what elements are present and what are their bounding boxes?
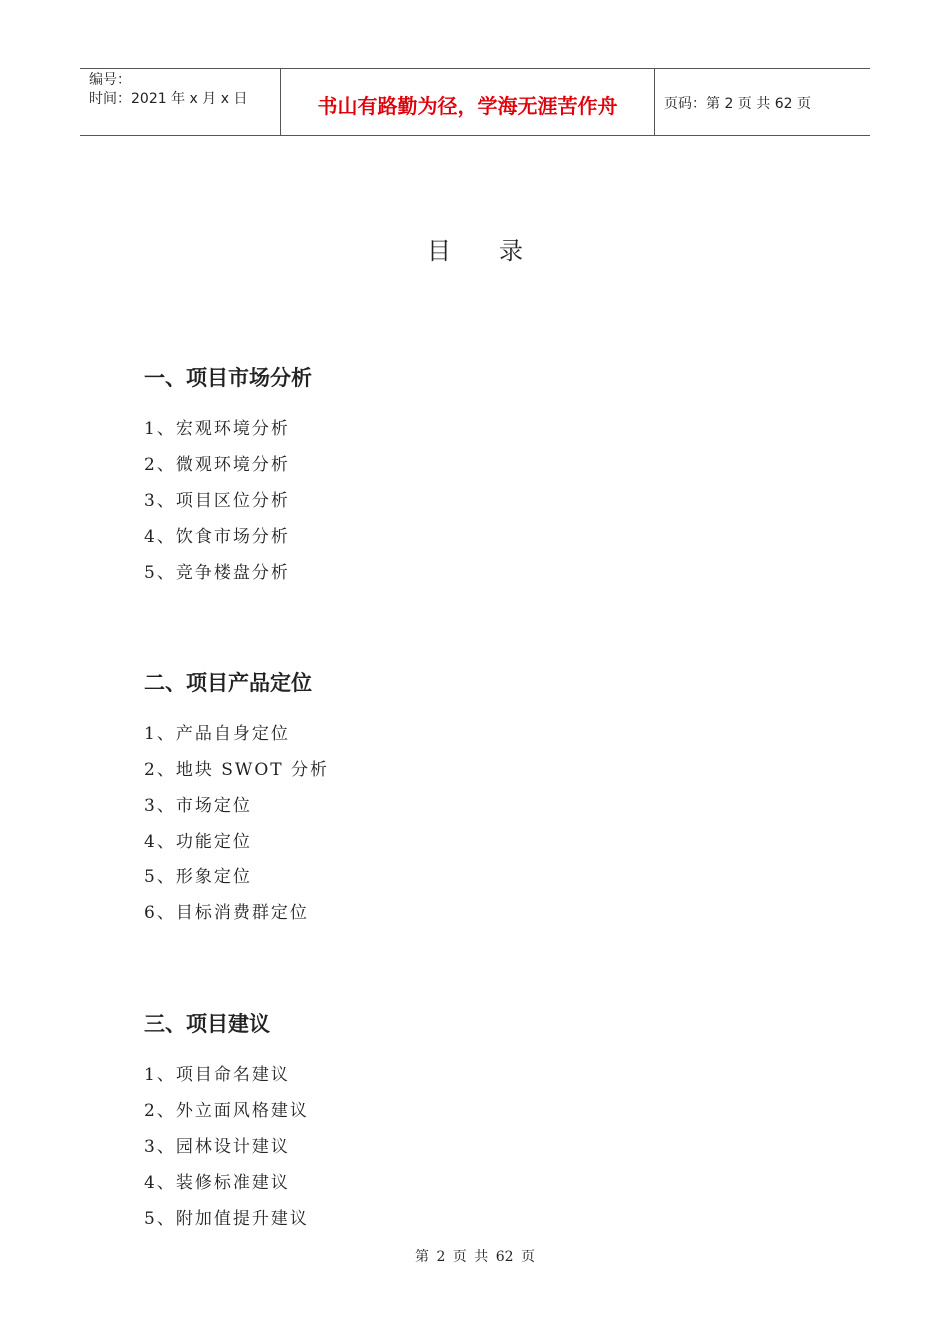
section-heading-project-suggestions: 三、项目建议 [144,1012,270,1036]
section-heading-product-positioning: 二、项目产品定位 [144,671,312,695]
toc-item: 5、竞争楼盘分析 [144,563,290,583]
toc-item: 1、宏观环境分析 [144,419,290,439]
page-footer: 第 2 页 共 62 页 [415,1249,535,1265]
page-header [80,68,870,136]
toc-item: 4、装修标准建议 [144,1173,290,1193]
toc-title: 目录 [427,237,571,265]
document-time-label: 时间：2021 年 x 月 x 日 [89,91,248,107]
toc-item: 5、附加值提升建议 [144,1209,309,1229]
toc-item: 3、园林设计建议 [144,1137,290,1157]
toc-item: 1、项目命名建议 [144,1065,290,1085]
toc-item: 1、产品自身定位 [144,724,290,744]
toc-item: 4、饮食市场分析 [144,527,290,547]
toc-item: 2、微观环境分析 [144,455,290,475]
toc-item: 3、市场定位 [144,796,252,816]
toc-item: 3、项目区位分析 [144,491,290,511]
toc-item: 2、外立面风格建议 [144,1101,309,1121]
toc-item: 5、形象定位 [144,867,252,887]
header-meta [80,69,281,135]
header-motto: 书山有路勤为径，学海无涯苦作舟 [281,69,655,135]
section-heading-market-analysis: 一、项目市场分析 [144,366,312,390]
header-page-info: 页码：第 2 页 共 62 页 [664,96,811,112]
document-number-label: 编号： [89,72,131,88]
toc-item: 4、功能定位 [144,832,252,852]
toc-item: 2、地块 SWOT 分析 [144,760,330,780]
toc-item: 6、目标消费群定位 [144,903,309,923]
